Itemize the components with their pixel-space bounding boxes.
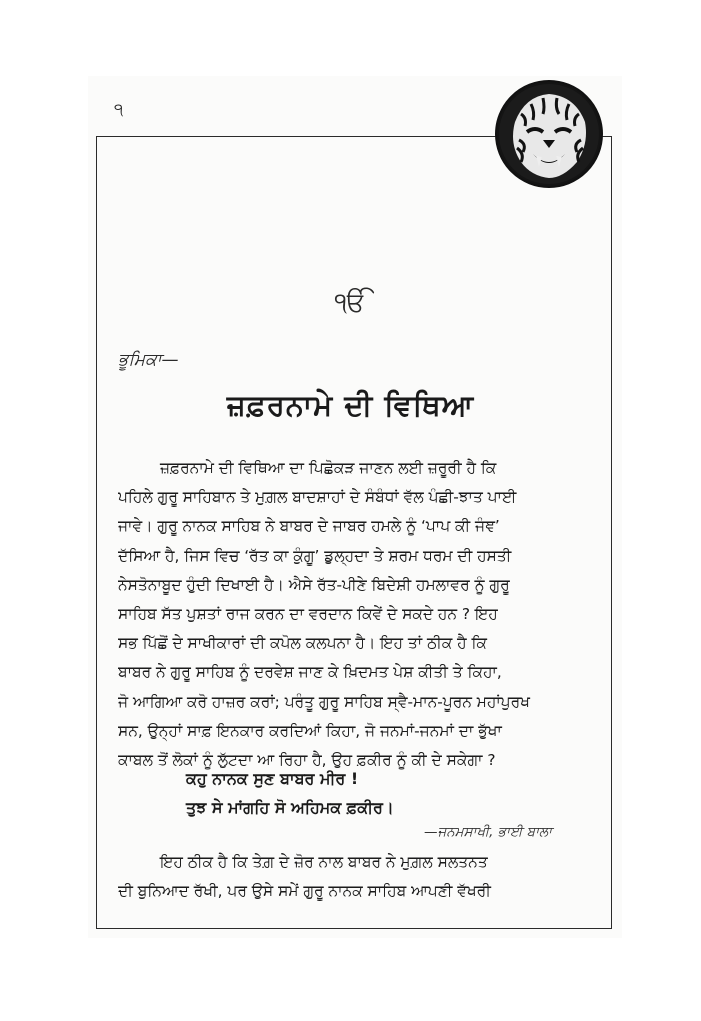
text-line: ਦੀ ਬੁਨਿਆਦ ਰੱਖੀ, ਪਰ ਉਸੇ ਸਮੇਂ ਗੁਰੂ ਨਾਨਕ ਸਾਹਿਬ ਆਪਣੀ ਵੱਖਰੀ bbox=[118, 882, 491, 901]
text-line: ਜਾਵੇ। ਗੁਰੂ ਨਾਨਕ ਸਾਹਿਬ ਨੇ ਬਾਬਰ ਦੇ ਜਾਬਰ ਹਮਲੇ ਨੂੰ ‘ਪਾਪ ਕੀ ਜੰਞ’ bbox=[118, 517, 500, 536]
text-line: ਕਾਬਲ ਤੋਂ ਲੋਕਾਂ ਨੂੰ ਲੁੱਟਦਾ ਆ ਰਿਹਾ ਹੈ, ਉਹ ਫ਼ਕੀਰ ਨੂੰ ਕੀ ਦੇ ਸਕੇਗਾ ? bbox=[118, 751, 496, 770]
verse-line: ਕਹੁ ਨਾਨਕ ਸੁਣ ਬਾਬਰ ਮੀਰ ! bbox=[186, 769, 359, 788]
paragraph-2 bbox=[118, 848, 594, 906]
text-line: ਦੱਸਿਆ ਹੈ, ਜਿਸ ਵਿਚ ‘ਰੱਤ ਕਾ ਕੁੰਗੂ’ ਡੁਲ੍ਹਦਾ ਤੇ ਸ਼ਰਮ ਧਰਮ ਦੀ ਹਸਤੀ bbox=[118, 546, 512, 565]
ikonkar-symbol: ੴ bbox=[334, 288, 367, 318]
verse-line: ਤੁਝ ਸੇ ਮਾਂਗਹਿ ਸੋ ਅਹਿਮਕ ਫ਼ਕੀਰ। bbox=[186, 798, 394, 817]
verse-quote bbox=[186, 764, 394, 822]
text-line: ਜੋ ਆਗਿਆ ਕਰੋ ਹਾਜ਼ਰ ਕਰਾਂ; ਪਰੰਤੂ ਗੁਰੂ ਸਾਹਿਬ ਸ੍ਵੈ-ਮਾਨ-ਪੂਰਨ ਮਹਾਂਪੁਰਖ bbox=[118, 692, 530, 711]
text-line: ਇਹ ਠੀਕ ਹੈ ਕਿ ਤੇਗ਼ ਦੇ ਜ਼ੋਰ ਨਾਲ ਬਾਬਰ ਨੇ ਮੁਗ਼ਲ ਸਲਤਨਤ bbox=[160, 853, 488, 871]
page-number: ੧ bbox=[114, 100, 124, 120]
text-line: ਸਭ ਪਿੱਛੋਂ ਦੇ ਸਾਖੀਕਾਰਾਂ ਦੀ ਕਪੋਲ ਕਲਪਨਾ ਹੈ। ਇਹ ਤਾਂ ਠੀਕ ਹੈ ਕਿ bbox=[118, 634, 487, 653]
intro-label: ਭੂਮਿਕਾ— bbox=[118, 350, 179, 370]
text-line: ਨੇਸਤੋਨਾਬੂਦ ਹੁੰਦੀ ਦਿਖਾਈ ਹੈ। ਐਸੇ ਰੱਤ-ਪੀਣੇ ਬਿਦੇਸ਼ੀ ਹਮਲਾਵਰ ਨੂੰ ਗੁਰੂ bbox=[118, 575, 510, 594]
text-line: ਸਨ, ਉਨ੍ਹਾਂ ਸਾਫ਼ ਇਨਕਾਰ ਕਰਦਿਆਂ ਕਿਹਾ, ਜੋ ਜਨਮਾਂ-ਜਨਮਾਂ ਦਾ ਭੁੱਖਾ bbox=[118, 721, 502, 740]
verse-attribution: —ਜਨਮਸਾਖੀ, ਭਾਈ ਬਾਲਾ bbox=[424, 824, 552, 840]
text-line: ਪਹਿਲੇ ਗੁਰੂ ਸਾਹਿਬਾਨ ਤੇ ਮੁਗ਼ਲ ਬਾਦਸ਼ਾਹਾਂ ਦੇ ਸੰਬੰਧਾਂ ਵੱਲ ਪੰਛੀ-ਝਾਤ ਪਾਈ bbox=[118, 488, 517, 507]
text-line: ਬਾਬਰ ਨੇ ਗੁਰੂ ਸਾਹਿਬ ਨੂੰ ਦਰਵੇਸ਼ ਜਾਣ ਕੇ ਖ਼ਿਦਮਤ ਪੇਸ਼ ਕੀਤੀ ਤੇ ਕਿਹਾ, bbox=[118, 663, 502, 682]
tiger-head-icon bbox=[495, 80, 603, 188]
chapter-title: ਜ਼ਫ਼ਰਨਾਮੇ ਦੀ ਵਿਥਿਆ bbox=[226, 388, 475, 422]
paragraph-1 bbox=[118, 454, 594, 775]
text-line: ਜ਼ਫ਼ਰਨਾਮੇ ਦੀ ਵਿਥਿਆ ਦਾ ਪਿਛੋਕੜ ਜਾਣਨ ਲਈ ਜ਼ਰੂਰੀ ਹੈ ਕਿ bbox=[160, 459, 497, 477]
text-line: ਸਾਹਿਬ ਸੱਤ ਪੁਸ਼ਤਾਂ ਰਾਜ ਕਰਨ ਦਾ ਵਰਦਾਨ ਕਿਵੇਂ ਦੇ ਸਕਦੇ ਹਨ ? ਇਹ bbox=[118, 605, 498, 624]
